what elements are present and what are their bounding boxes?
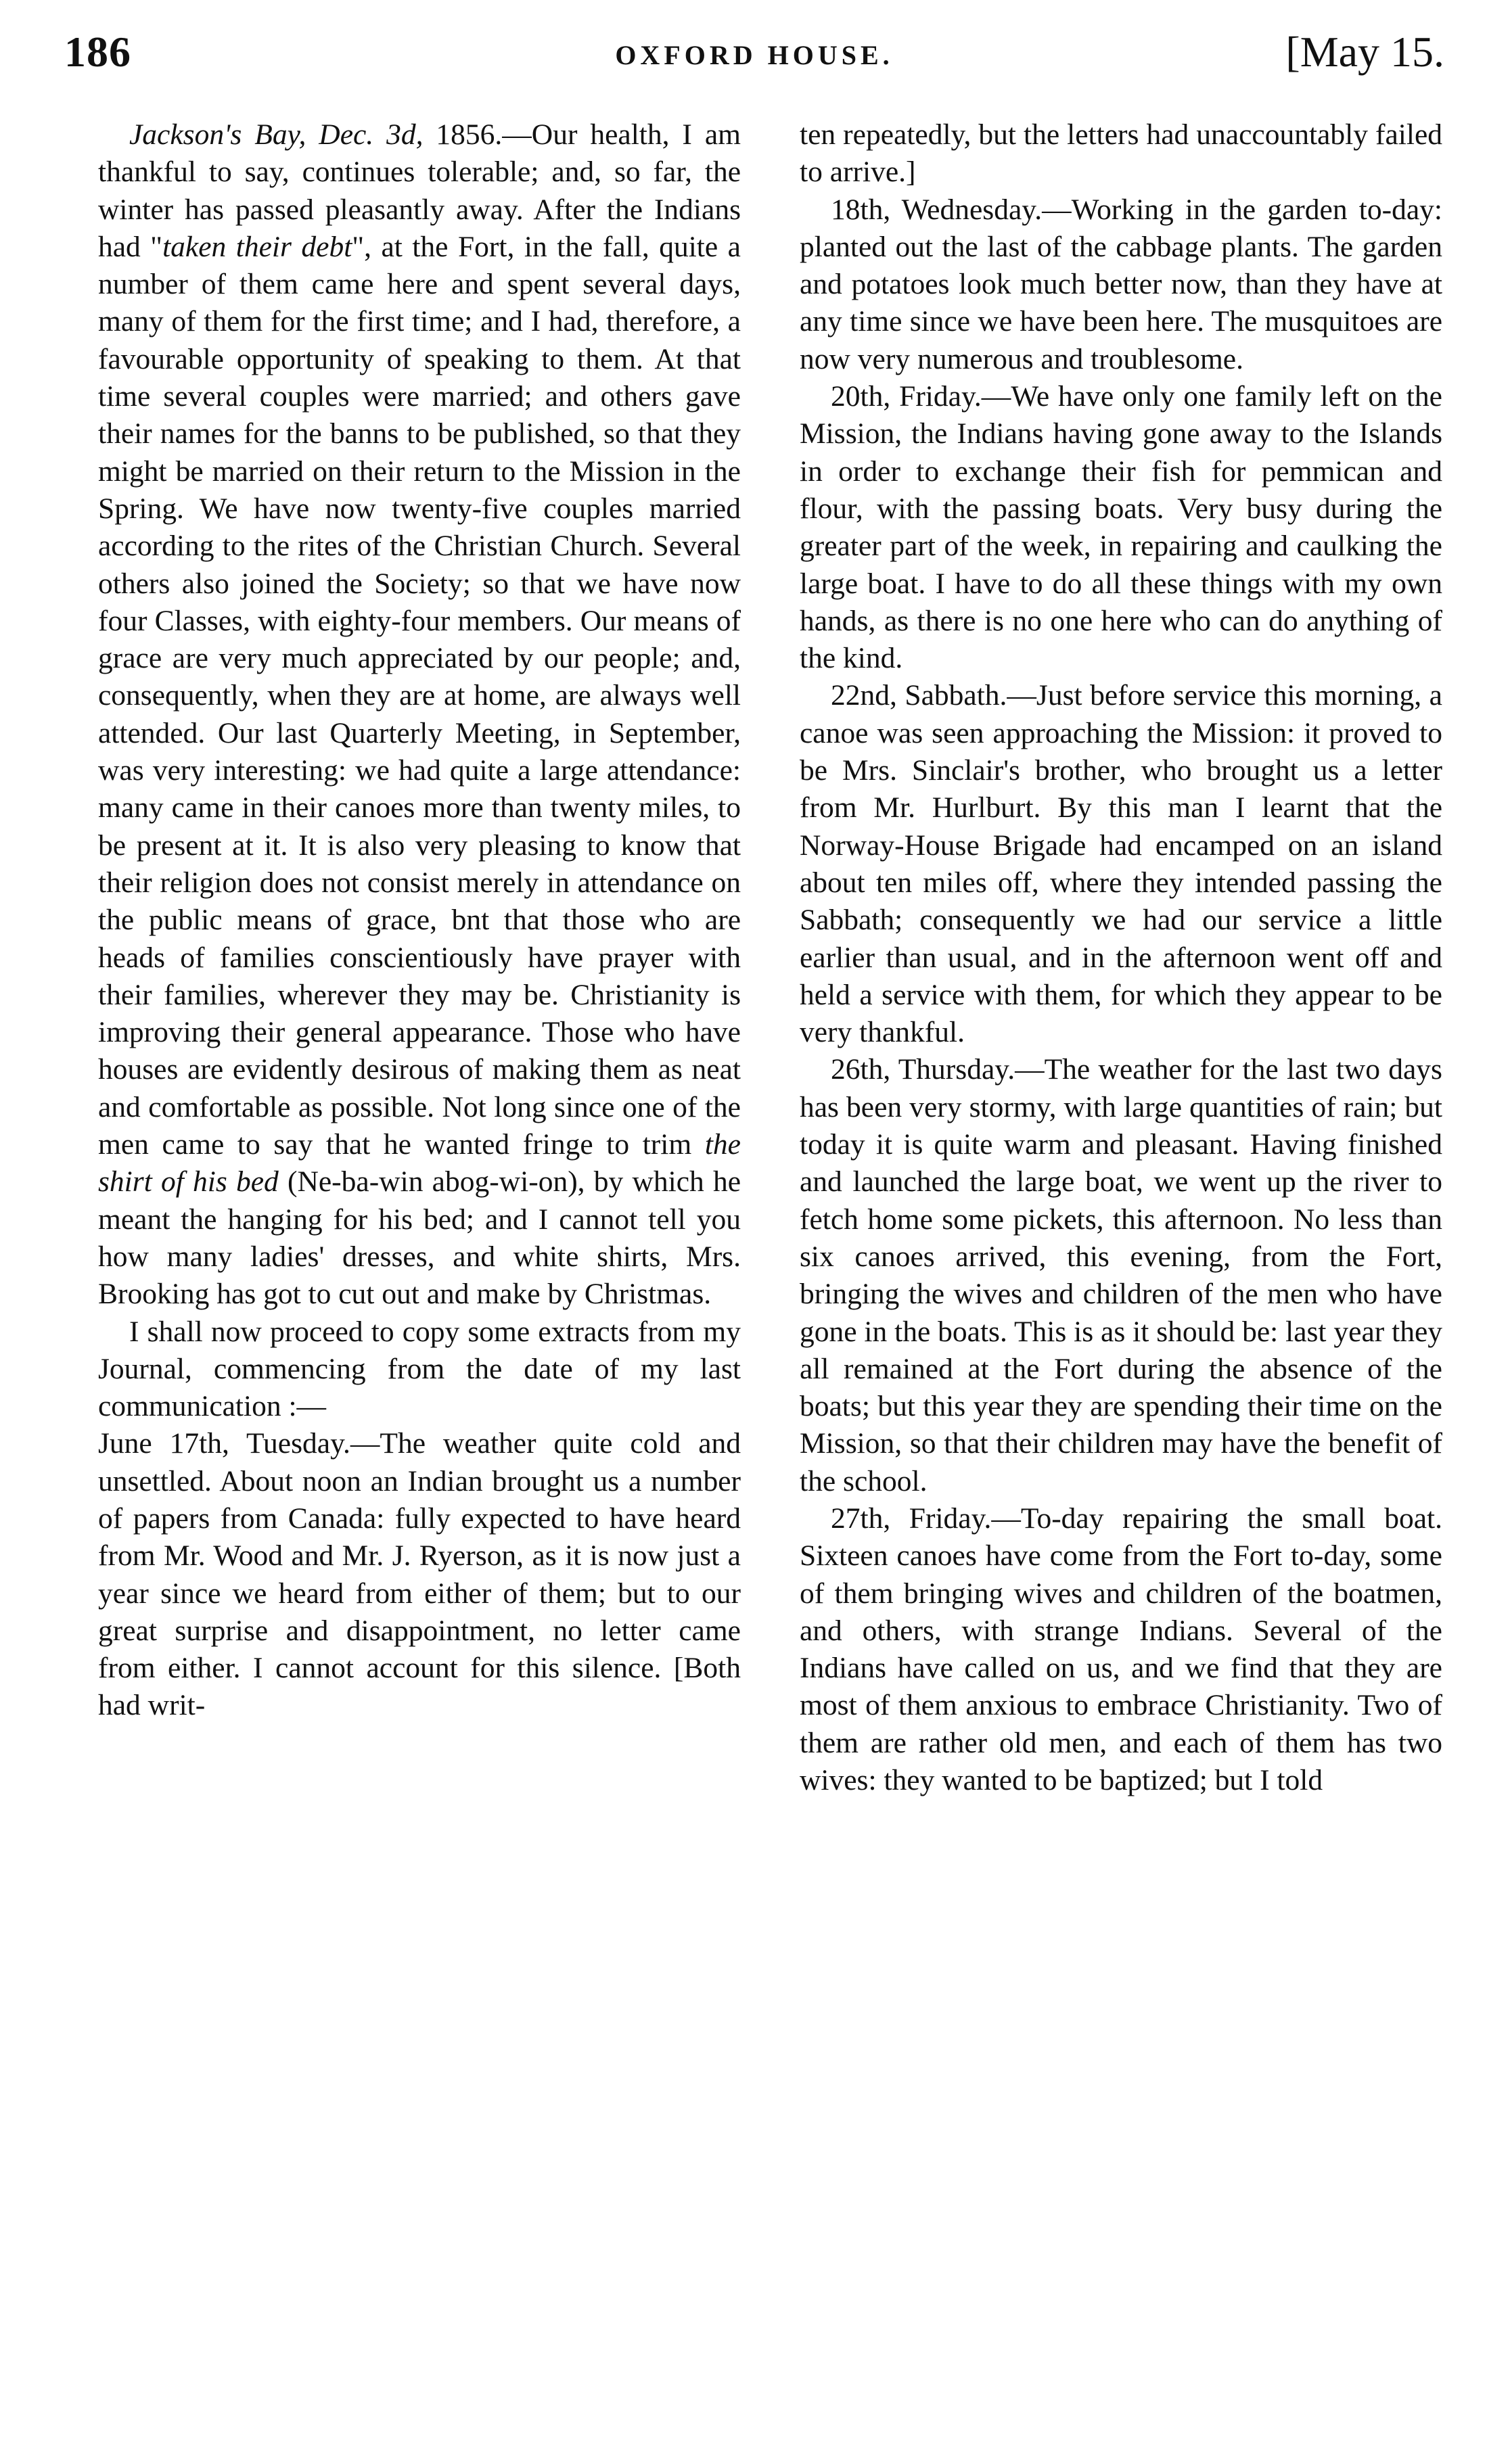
- paragraph-jacksons-bay: [98, 116, 741, 1314]
- page-header: [64, 27, 1444, 88]
- paragraph-continuation: ten repeatedly, but the letters had unaccountably failed to arrive.]: [800, 118, 1442, 189]
- paragraph-text: (Ne-ba-win abog-wi-on), by which he meant the hanging for his bed; and I cannot tell you how many ladies' dresses, and white shirts, Mrs. Brooking has got to cut out and make by Christmas.: [98, 1165, 741, 1311]
- emphasis-text: the shirt of his bed: [98, 1128, 741, 1199]
- paragraph-june-22: 22nd, Sabbath.—Just before service this morning, a canoe was seen approaching the Mission: it proved to be Mrs. Sinclair's brother, who brought us a letter from Mr. Hurlburt. By this man I learnt that the Norway-House Brigade had encamped on an island about ten miles off, where they intended passing the Sabbath; consequently we had our service a little earlier than usual, and in the afternoon went off and held a service with them, for which they appear to be very thankful.: [800, 679, 1442, 1049]
- paragraph-june-20: 20th, Friday.—We have only one family left on the Mission, the Indians having gone away to the Islands in order to exchange their fish for pemmican and flour, with the passing boats. Very busy during the greater part of the week, in repairing and caulking the large boat. I have to do all these things with my own hands, as there is no one here who can do anything of the kind.: [800, 380, 1442, 675]
- emphasis-text: taken their debt: [162, 230, 352, 263]
- paragraph-june-27: 27th, Friday.—To-day repairing the small boat. Sixteen canoes have come from the Fort to-day, some of them bringing wives and children of the boatmen, and others, with strange Indians. Several of the Indians have called on us, and we find that they are most of them anxious to embrace Christianity. Two of them are rather old men, and each of them has two wives: they wanted to be baptized; but I told: [800, 1502, 1442, 1797]
- page-number: 186: [64, 28, 131, 76]
- running-title: OXFORD HOUSE.: [615, 40, 894, 70]
- paragraph-june-26: 26th, Thursday.—The weather for the last two days has been very stormy, with large quantities of rain; but today it is quite warm and pleasant. Having finished and launched the large boat, we went up the river to fetch home some pickets, this afternoon. No less than six canoes arrived, this evening, from the Fort, bringing the wives and children of the men who have gone in the boats. This is as it should be: last year they all remained at the Fort during the absence of the boats; but this year they are spending their time on the Mission, so that their children may have the benefit of the school.: [800, 1053, 1443, 1497]
- paragraph-text: 1856.—Our health, I am thankful to say, continues tolerable; and, so far, the winter has passed pleasantly away. After the Indians had ": [98, 118, 741, 263]
- paragraph-june-17: June 17th, Tuesday.—The weather quite cold and unsettled. About noon an Indian brought us a number of papers from Canada: fully expected to have heard from Mr. Wood and Mr. J. Ryerson, as it is now just a year since we heard from either of them; but to our great surprise and disappointment, no letter came from either. I cannot account for this silence. [Both had writ-: [98, 1427, 741, 1722]
- paragraph-june-18: 18th, Wednesday.—Working in the garden to-day: planted out the last of the cabbage plants. The garden and potatoes look much better now, than they have at any time since we have been here. The musquitoes are now very numerous and troublesome.: [800, 193, 1442, 375]
- paragraph-journal-intro: I shall now proceed to copy some extracts from my Journal, commencing from the date of my last communication :—: [98, 1315, 741, 1423]
- left-column: [98, 116, 741, 1725]
- placeline: Jackson's Bay, Dec. 3d,: [129, 118, 424, 151]
- issue-date: [May 15.: [1285, 28, 1444, 76]
- paragraph-text: ", at the Fort, in the fall, quite a number of them came here and spent several days, many of them for the first time; and I had, therefore, a favourable opportunity of speaking to them. At that time several couples were married; and others gave their names for the banns to be published, so that they might be married on their return to the Mission in the Spring. We have now twenty-five couples married according to the rites of the Christian Church. Several others also joined the Society; so that we have now four Classes, with eighty-four members. Our means of grace are very much appreciated by our people; and, consequently, when they are at home, are always well attended. Our last Quarterly Meeting, in September, was very interesting: we had quite a large attendance: many came in their canoes more than twenty miles, to be present at it. It is also very pleasing to know that their religion does not consist merely in attendance on the public means of grace, bnt that those who are heads of families conscientiously have prayer with their families, wherever they may be. Christianity is improving their general appearance. Those who have houses are evidently desirous of making them as neat and comfortable as possible. Not long since one of the men came to say that he wanted fringe to trim: [98, 230, 741, 1161]
- right-column: [800, 116, 1442, 1799]
